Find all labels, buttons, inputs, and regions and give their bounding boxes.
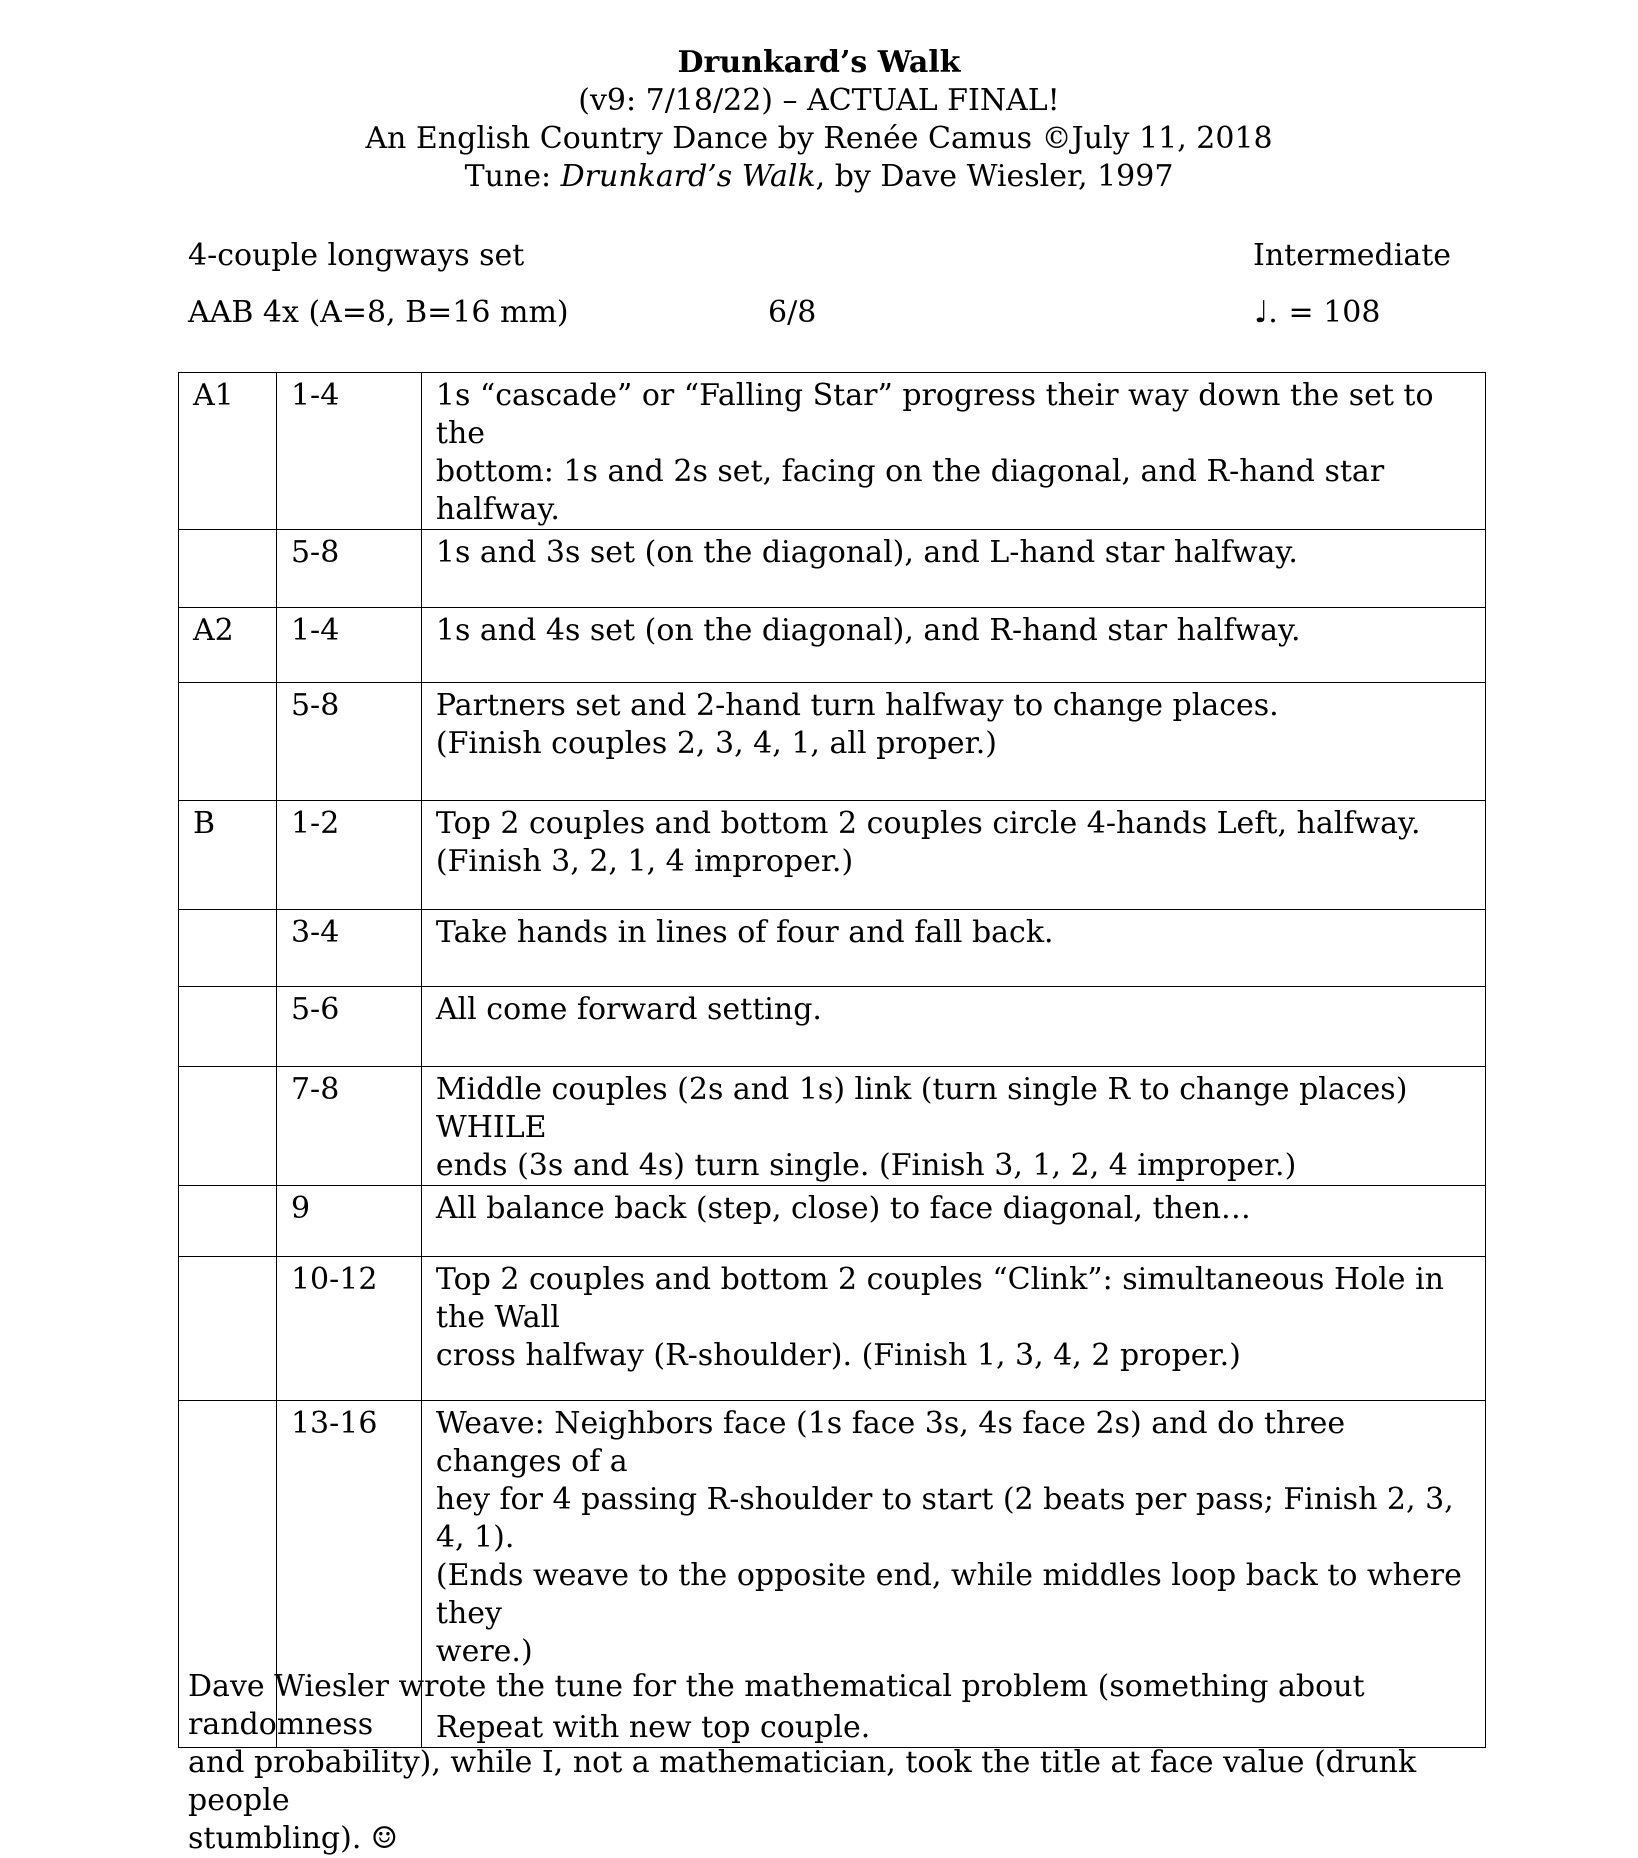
figure-row: [179, 683, 1486, 801]
description-line: 1s “cascade” or “Falling Star” progress their way down the set to the: [435, 378, 1434, 451]
figure-description: [421, 530, 1485, 608]
figure-part: [179, 683, 277, 801]
description-line: Weave: Neighbors face (1s face 3s, 4s face 2s) and do three changes of a: [435, 1406, 1346, 1479]
figure-description: [421, 1067, 1485, 1186]
document-header: [0, 44, 1638, 196]
description-line: 1s and 4s set (on the diagonal), and R-hand star halfway.: [435, 613, 1301, 648]
tune-suffix: , by Dave Wiesler, 1997: [815, 159, 1174, 194]
version-line: (v9: 7/18/22) – ACTUAL FINAL!: [578, 83, 1060, 118]
description-line: All balance back (step, close) to face diagonal, then…: [435, 1191, 1251, 1226]
figure-description: [421, 1257, 1485, 1401]
tune-line: [0, 158, 1638, 196]
figure-bars: 9: [276, 1186, 421, 1257]
figure-row: [179, 910, 1486, 987]
tune-prefix: Tune:: [464, 159, 561, 194]
formation: 4-couple longways set: [188, 238, 525, 273]
figure-part: [179, 1186, 277, 1257]
tempo: [1253, 293, 1380, 333]
dance-figures-table: [178, 372, 1486, 1748]
figure-part: [179, 910, 277, 987]
figure-part: A2: [179, 608, 277, 683]
byline: An English Country Dance by Renée Camus ©July 11, 2018: [365, 121, 1273, 156]
tempo-value: = 108: [1288, 295, 1381, 330]
description-line: All come forward setting.: [435, 992, 822, 1027]
meta-row-formation: [188, 236, 1452, 276]
figure-bars: 5-8: [276, 530, 421, 608]
description-line: Partners set and 2-hand turn halfway to change places.: [435, 688, 1279, 723]
figure-description: [421, 608, 1485, 683]
footer-line: stumbling). ☺: [188, 1821, 398, 1856]
figure-bars: 3-4: [276, 910, 421, 987]
figure-bars: 5-8: [276, 683, 421, 801]
figure-part: A1: [179, 373, 277, 530]
description-line: Repeat with new top couple.: [435, 1710, 871, 1745]
figure-row: [179, 1186, 1486, 1257]
figure-description: [421, 987, 1485, 1067]
footer-line: and probability), while I, not a mathematician, took the title at face value (drunk people: [188, 1745, 1417, 1818]
dance-figures-body: [179, 373, 1486, 1748]
figure-part: B: [179, 801, 277, 910]
tune-name: Drunkard’s Walk: [560, 159, 816, 194]
figure-row: [179, 801, 1486, 910]
figure-row: [179, 1257, 1486, 1401]
figure-row: [179, 1067, 1486, 1186]
description-line: Take hands in lines of four and fall back.: [435, 915, 1054, 950]
figure-bars: 1-4: [276, 608, 421, 683]
figure-description: [421, 683, 1485, 801]
description-line: (Finish couples 2, 3, 4, 1, all proper.): [435, 726, 997, 761]
footer-line: Dave Wiesler wrote the tune for the mathematical problem (something about randomness: [188, 1669, 1365, 1742]
description-line: 1s and 3s set (on the diagonal), and L-hand star halfway.: [435, 535, 1298, 570]
description-line: Top 2 couples and bottom 2 couples “Clink”: simultaneous Hole in the Wall: [435, 1262, 1444, 1335]
description-line: cross halfway (R-shoulder). (Finish 1, 3, 4, 2 proper.): [435, 1338, 1241, 1373]
music-structure: AAB 4x (A=8, B=16 mm): [188, 295, 569, 330]
description-line: were.): [435, 1634, 533, 1669]
description-line: (Finish 3, 2, 1, 4 improper.): [435, 844, 854, 879]
figure-description: [421, 373, 1485, 530]
meta-row-music: [188, 293, 1433, 333]
figure-description: [421, 1186, 1485, 1257]
figure-bars: 10-12: [276, 1257, 421, 1401]
description-line: bottom: 1s and 2s set, facing on the diagonal, and R-hand star halfway.: [435, 454, 1385, 527]
figure-description: [421, 801, 1485, 910]
figure-bars: 1-2: [276, 801, 421, 910]
figure-row: [179, 987, 1486, 1067]
figure-row: [179, 608, 1486, 683]
figure-part: [179, 987, 277, 1067]
dance-title: Drunkard’s Walk: [677, 45, 961, 80]
description-line: Middle couples (2s and 1s) link (turn single R to change places) WHILE: [435, 1072, 1408, 1145]
difficulty-level: Intermediate: [1253, 238, 1452, 273]
figure-bars: 13-16: [276, 1401, 421, 1748]
time-signature: 6/8: [768, 295, 817, 330]
figure-part: [179, 1067, 277, 1186]
figure-bars: 1-4: [276, 373, 421, 530]
figure-part: [179, 1257, 277, 1401]
figure-part: [179, 530, 277, 608]
figure-bars: 5-6: [276, 987, 421, 1067]
description-line: hey for 4 passing R-shoulder to start (2 beats per pass; Finish 2, 3, 4, 1).: [435, 1482, 1454, 1555]
description-line: ends (3s and 4s) turn single. (Finish 3, 1, 2, 4 improper.): [435, 1148, 1297, 1183]
figure-row: [179, 373, 1486, 530]
figure-bars: 7-8: [276, 1067, 421, 1186]
dotted-quarter-note-icon: ♩.: [1254, 295, 1278, 330]
description-line: (Ends weave to the opposite end, while middles loop back to where they: [435, 1558, 1462, 1631]
figure-description: [421, 910, 1485, 987]
figure-row: [179, 530, 1486, 608]
footer-note: [188, 1668, 1458, 1858]
description-line: Top 2 couples and bottom 2 couples circle 4-hands Left, halfway.: [435, 806, 1421, 841]
